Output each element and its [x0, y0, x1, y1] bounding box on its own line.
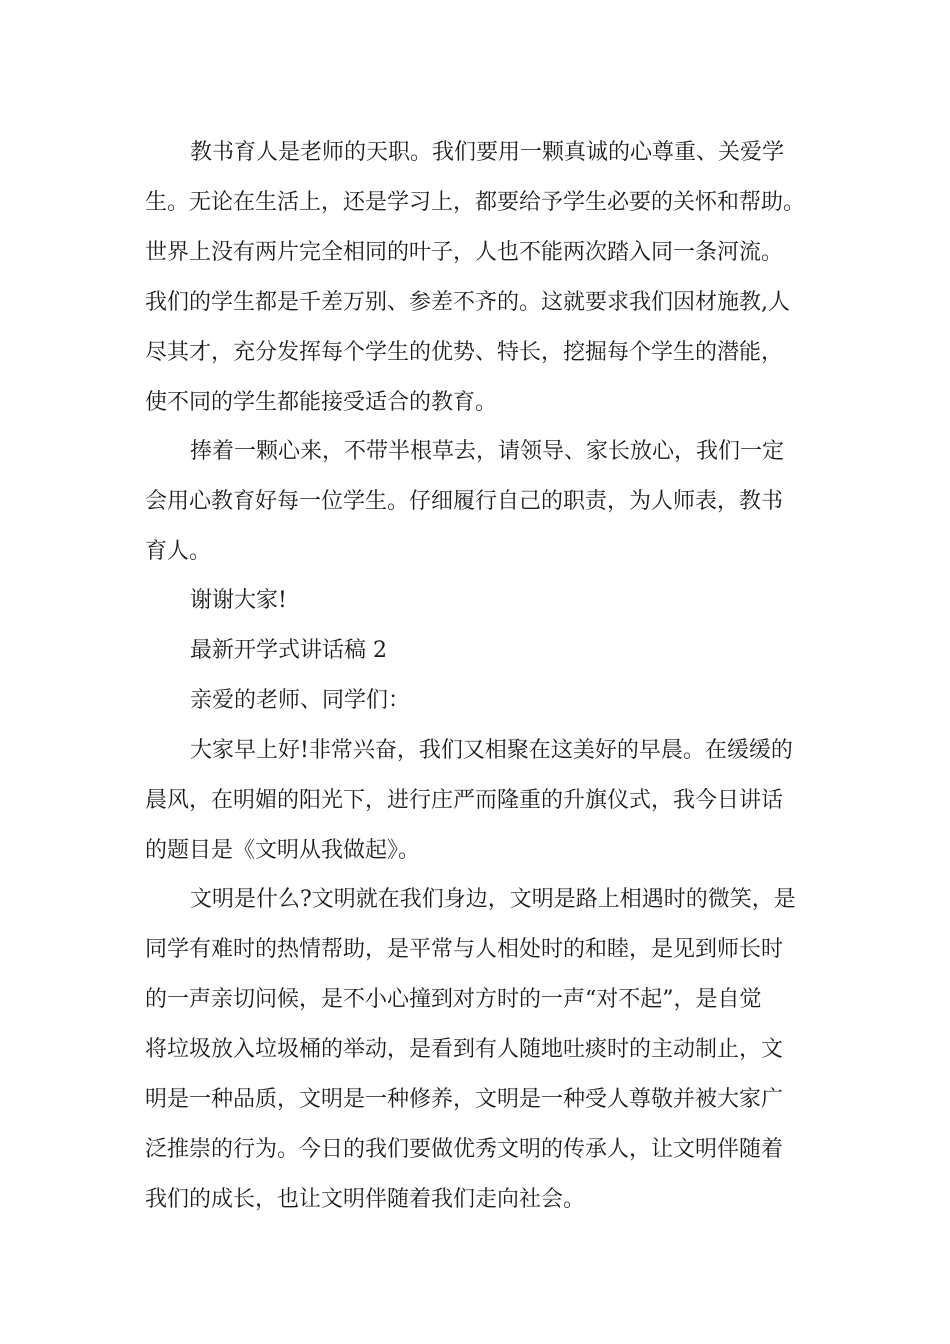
text-line: 会用心教育好每一位学生。仔细履行自己的职责，为人师表，教书 [145, 489, 784, 514]
text-line: 文明是什么?文明就在我们身边，文明是路上相遇时的微笑，是 [190, 887, 796, 912]
closing-line: 谢谢大家! [190, 588, 287, 613]
section-title: 最新开学式讲话稿 2 [190, 638, 387, 663]
text-line: 将垃圾放入垃圾桶的举动，是看到有人随地吐痰时的主动制止，文 [145, 1037, 784, 1062]
text-line: 捧着一颗心来，不带半根草去，请领导、家长放心，我们一定 [190, 439, 785, 464]
text-line: 的一声亲切问候，是不小心撞到对方时的一声“对不起”，是自觉 [145, 987, 762, 1012]
text-line: 大家早上好!非常兴奋，我们又相聚在这美好的早晨。在缓缓的 [190, 738, 793, 763]
text-line: 我们的成长，也让文明伴随着我们走向社会。 [145, 1187, 586, 1212]
text-line: 尽其才，充分发挥每个学生的优势、特长，挖掘每个学生的潜能， [145, 340, 784, 365]
text-line: 世界上没有两片完全相同的叶子，人也不能两次踏入同一条河流。 [145, 240, 784, 265]
text-line: 晨风，在明媚的阳光下，进行庄严而隆重的升旗仪式，我今日讲话 [145, 788, 784, 813]
text-line: 生。无论在生活上，还是学习上，都要给予学生必要的关怀和帮助。 [145, 190, 806, 215]
text-line: 使不同的学生都能接受适合的教育。 [145, 390, 498, 415]
salutation: 亲爱的老师、同学们： [190, 688, 411, 713]
text-line: 我们的学生都是千差万别、参差不齐的。这就要求我们因材施教,人 [145, 290, 790, 315]
text-line: 育人。 [145, 539, 212, 564]
text-line: 泛推崇的行为。今日的我们要做优秀文明的传承人，让文明伴随着 [145, 1137, 784, 1162]
text-line: 教书育人是老师的天职。我们要用一颗真诚的心尊重、关爱学 [190, 140, 785, 165]
text-line: 明是一种品质，文明是一种修养，文明是一种受人尊敬并被大家广 [145, 1087, 784, 1112]
text-line: 的题目是《文明从我做起》。 [145, 838, 421, 863]
text-line: 同学有难时的热情帮助，是平常与人相处时的和睦，是见到师长时 [145, 937, 784, 962]
